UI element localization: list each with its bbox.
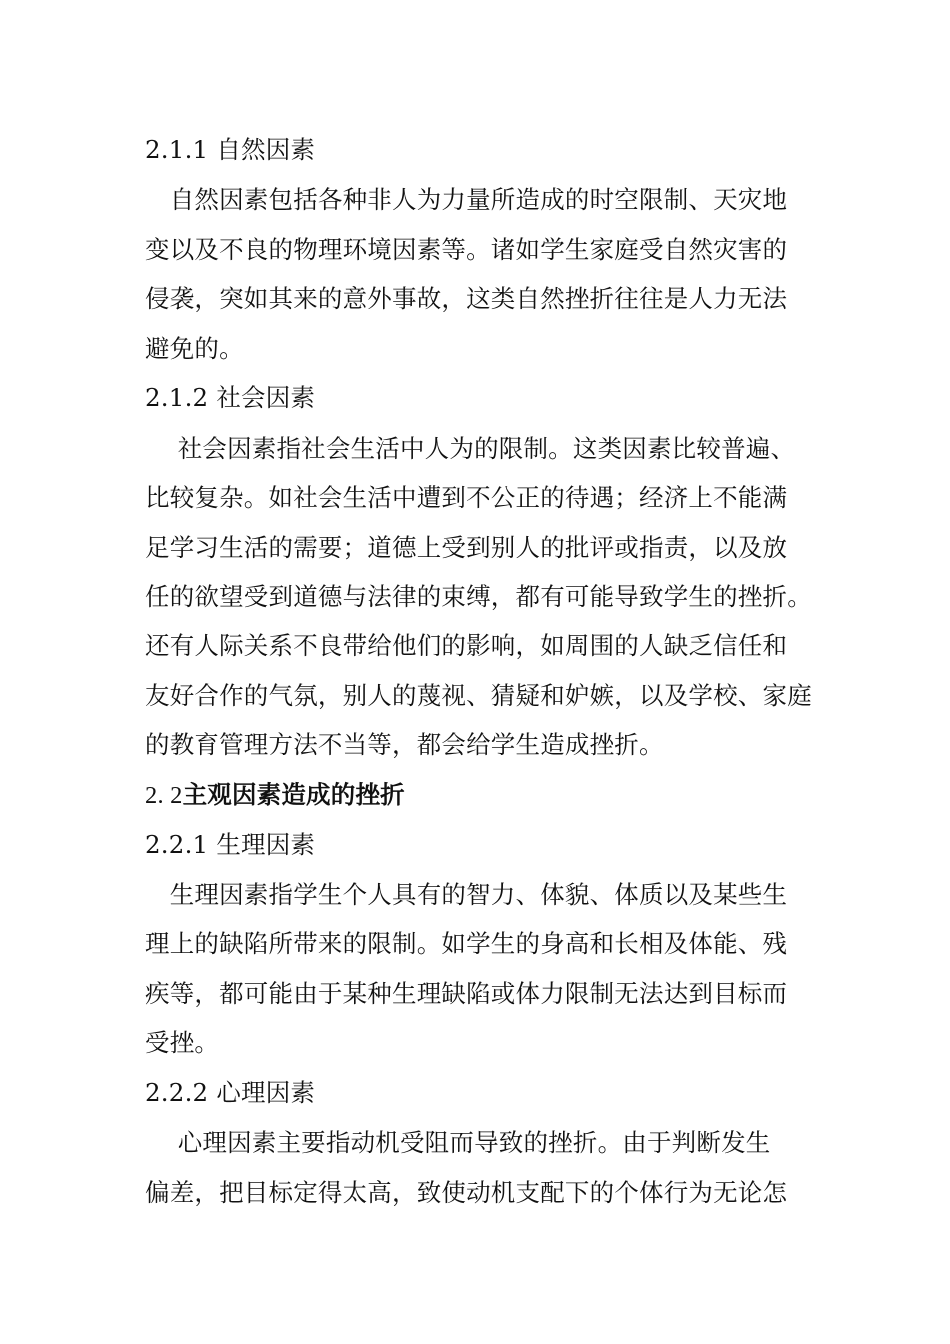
heading-title: 主观因素造成的挫折 — [182, 780, 405, 809]
paragraph-line: 侵袭，突如其来的意外事故，这类自然挫折往往是人力无法 — [145, 284, 788, 313]
heading-2-2-2: 2.2.2 心理因素 — [145, 1078, 316, 1107]
paragraph-line: 友好合作的气氛，别人的蔑视、猜疑和妒嫉，以及学校、家庭 — [145, 681, 812, 710]
paragraph-line: 社会因素指社会生活中人为的限制。这类因素比较普遍、 — [145, 434, 796, 463]
heading-2-1-1: 2.1.1 自然因素 — [145, 135, 316, 164]
paragraph-line: 比较复杂。如社会生活中遭到不公正的待遇；经济上不能满 — [145, 483, 788, 512]
heading-2-2 — [145, 770, 845, 820]
paragraph-line: 的教育管理方法不当等，都会给学生造成挫折。 — [145, 730, 664, 759]
paragraph-line: 自然因素包括各种非人为力量所造成的时空限制、天灾地 — [145, 185, 788, 214]
paragraph-line: 变以及不良的物理环境因素等。诸如学生家庭受自然灾害的 — [145, 235, 788, 264]
heading-2-2-1: 2.2.1 生理因素 — [145, 830, 316, 859]
heading-number: 2. 2 — [145, 782, 183, 809]
paragraph-line: 心理因素主要指动机受阻而导致的挫折。由于判断发生 — [145, 1128, 771, 1157]
paragraph-line: 受挫。 — [145, 1028, 220, 1057]
paragraph-line: 疾等，都可能由于某种生理缺陷或体力限制无法达到目标而 — [145, 979, 788, 1008]
paragraph-line: 任的欲望受到道德与法律的束缚，都有可能导致学生的挫折。 — [145, 582, 812, 611]
paragraph-line: 还有人际关系不良带给他们的影响，如周围的人缺乏信任和 — [145, 631, 788, 660]
paragraph-line: 理上的缺陷所带来的限制。如学生的身高和长相及体能、残 — [145, 929, 788, 958]
paragraph-line: 足学习生活的需要；道德上受到别人的批评或指责，以及放 — [145, 533, 788, 562]
heading-2-1-2: 2.1.2 社会因素 — [145, 383, 316, 412]
paragraph-line: 生理因素指学生个人具有的智力、体貌、体质以及某些生 — [145, 880, 788, 909]
paragraph-line: 偏差，把目标定得太高，致使动机支配下的个体行为无论怎 — [145, 1178, 788, 1207]
paragraph-line: 避免的。 — [145, 334, 244, 363]
